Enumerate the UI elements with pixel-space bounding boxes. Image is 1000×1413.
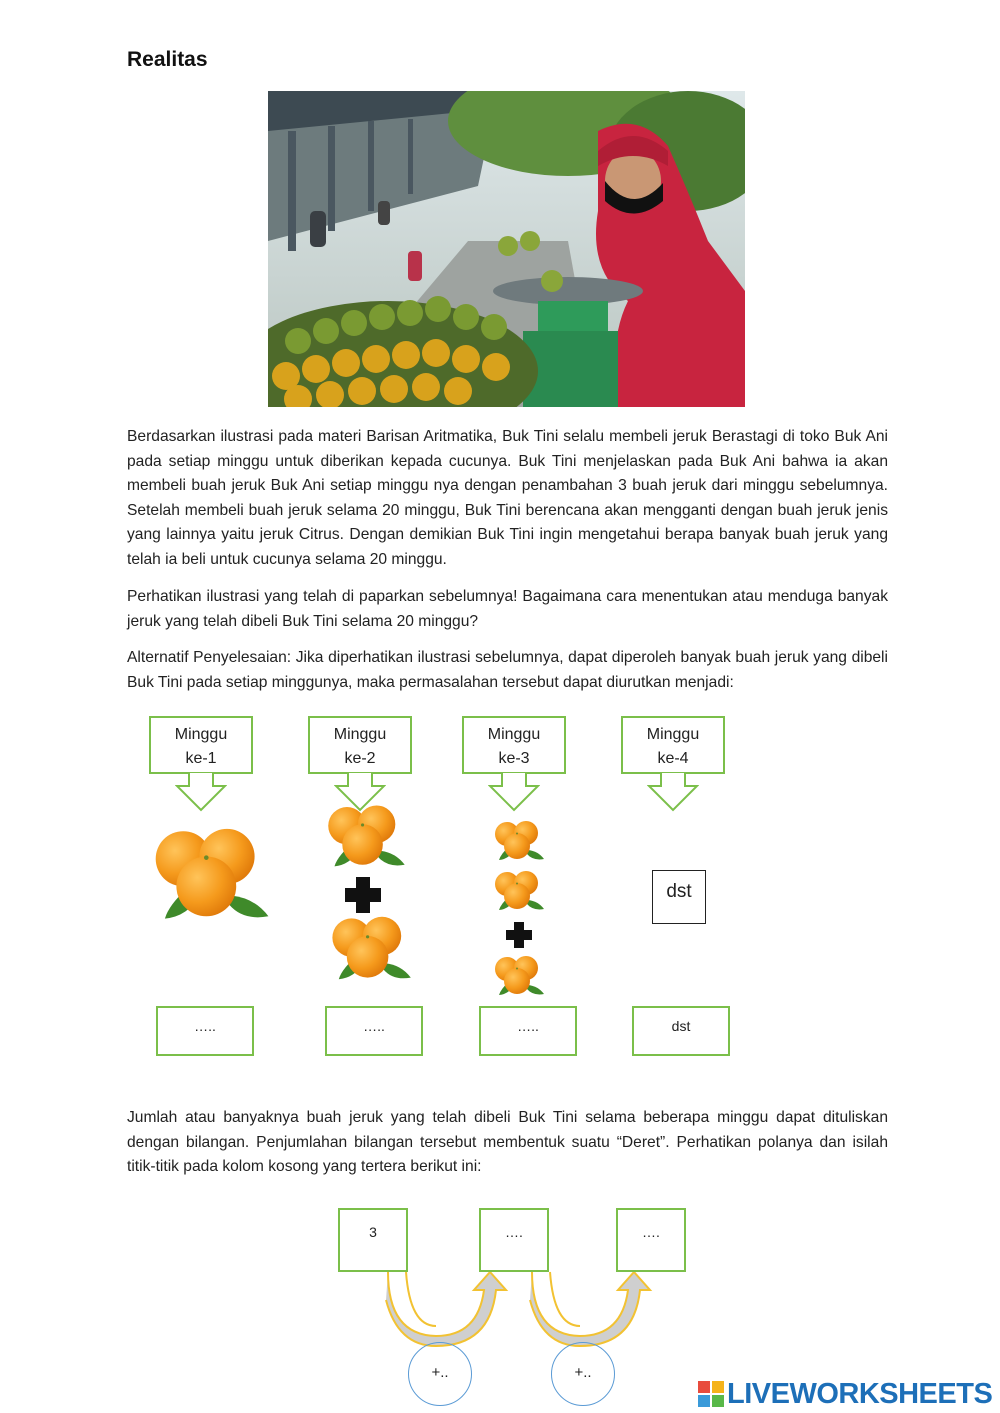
week-2-label: Minggu ke-2	[308, 716, 412, 774]
liveworksheets-logo	[698, 1376, 992, 1412]
orange-cluster-icon	[495, 821, 544, 860]
curved-arrow-icon	[530, 1272, 650, 1346]
week-4-label: Minggu ke-4	[621, 716, 725, 774]
solution-paragraph: Alternatif Penyelesaian: Jika diperhatikan ilustrasi sebelumnya, dapat diperoleh banyak buah jeruk yang dibeli Buk Tini pada setiap minggunya, maka permasalahan tersebut dapat diurutkan menjadi:	[127, 649, 888, 691]
down-arrow-icon	[488, 772, 540, 812]
week-1-answer-field[interactable]: …..	[156, 1006, 254, 1056]
down-arrow-icon	[334, 772, 386, 812]
liveworksheets-grid-icon	[698, 1381, 724, 1407]
orange-cluster-icon	[156, 829, 269, 919]
dst-box: dst	[652, 870, 706, 924]
step-1-field[interactable]: +..	[408, 1342, 472, 1406]
sequence-term-1: 3	[338, 1208, 408, 1272]
week-1-label: Minggu ke-1	[149, 716, 253, 774]
sequence-term-2-field[interactable]: ….	[479, 1208, 549, 1272]
curved-arrow-icon	[386, 1272, 506, 1346]
step-2-field[interactable]: +..	[551, 1342, 615, 1406]
orange-cluster-icon	[495, 871, 544, 910]
week-4-answer-field: dst	[632, 1006, 730, 1056]
week-3-label: Minggu ke-3	[462, 716, 566, 774]
orange-cluster-icon	[495, 956, 544, 995]
down-arrow-icon	[647, 772, 699, 812]
plus-icon	[345, 877, 381, 913]
orange-cluster-icon	[332, 917, 410, 979]
sequence-term-3-field[interactable]: ….	[616, 1208, 686, 1272]
plus-icon	[506, 922, 532, 948]
question-paragraph: Perhatikan ilustrasi yang telah di paparkan sebelumnya! Bagaimana cara menentukan atau menduga banyak jeruk yang telah dibeli Buk Tini selama 20 minggu?	[127, 588, 888, 630]
page-title: Realitas	[127, 48, 208, 71]
brand-name: LIVEWORKSHEETS	[727, 1377, 993, 1410]
week-2-answer-field[interactable]: …..	[325, 1006, 423, 1056]
down-arrow-icon	[175, 772, 227, 812]
series-paragraph: Jumlah atau banyaknya buah jeruk yang telah dibeli Buk Tini selama beberapa minggu dapat dituliskan dengan bilangan. Penjumlahan bilangan tersebut membentuk suatu “Deret”. Perhatikan polanya dan isilah titik-titik pada kolom kosong yang tertera berikut ini:	[127, 1109, 888, 1175]
market-photo	[268, 91, 745, 407]
orange-cluster-icon	[328, 805, 404, 866]
intro-paragraph: Berdasarkan ilustrasi pada materi Barisan Aritmatika, Buk Tini selalu membeli jeruk Berastagi di toko Buk Ani pada setiap minggu untuk diberikan kepada cucunya. Buk Tini menjelaskan pada Buk Ani bahwa ia akan membeli buah jeruk Buk Ani setiap minggu nya dengan penambahan 3 buah jeruk dari minggu sebelumnya. Setelah membeli buah jeruk selama 20 minggu, Buk Tini berencana akan mengganti dengan buah jeruk jenis yang lainnya yaitu jeruk Citrus. Dengan demikian Buk Tini ingin mengetahui berapa banyak buah jeruk yang telah ia beli untuk cucunya selama 20 minggu.	[127, 428, 888, 568]
week-3-answer-field[interactable]: …..	[479, 1006, 577, 1056]
